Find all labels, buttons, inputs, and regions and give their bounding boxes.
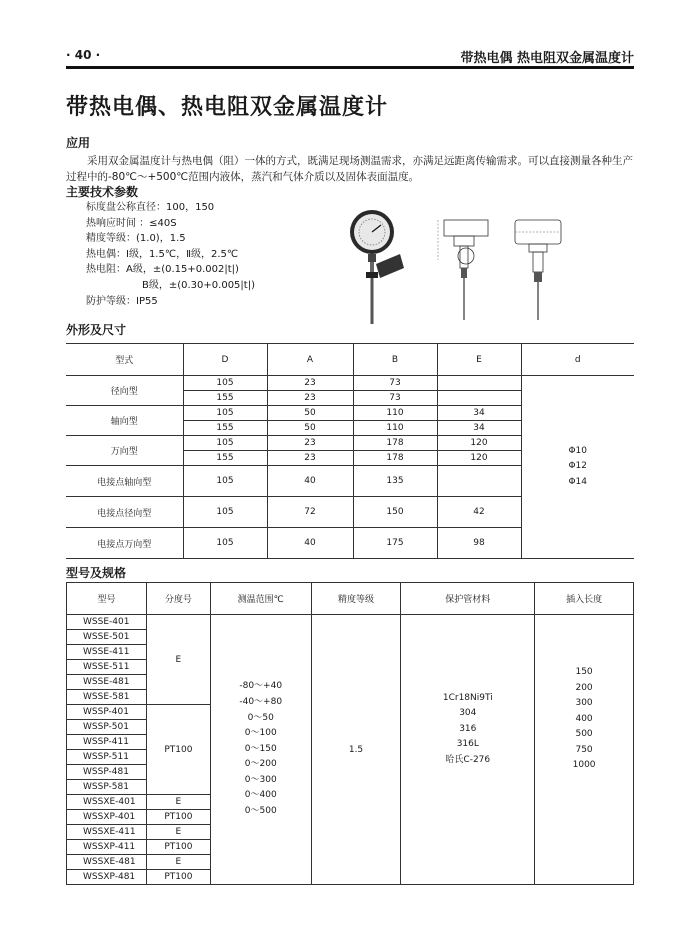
- division-cell: PT100: [146, 705, 210, 795]
- outline-drawing-front: [430, 214, 496, 322]
- length-value: 500: [575, 729, 593, 740]
- table-cell: 23: [267, 391, 353, 406]
- column-header: 分度号: [146, 583, 210, 615]
- column-header: 插入长度: [535, 583, 634, 615]
- accuracy-cell: 1.5: [311, 615, 401, 885]
- table-cell: 178: [353, 436, 437, 451]
- model-code: WSSP-511: [67, 750, 147, 765]
- header-section-title: 带热电偶 热电阻双金属温度计: [460, 51, 634, 66]
- division-cell: E: [146, 615, 210, 705]
- d-values-cell: [521, 376, 634, 559]
- table-header-row: [67, 583, 634, 615]
- table-cell: 120: [437, 436, 521, 451]
- spec-item: 热电阻：A级，±(0.15+0.002|t|): [86, 264, 239, 276]
- table-cell: 34: [437, 406, 521, 421]
- division-cell: PT100: [146, 870, 210, 885]
- table-cell: 110: [353, 421, 437, 436]
- spec-item: 标度盘公称直径：100，150: [86, 202, 215, 213]
- table-cell: 50: [267, 421, 353, 436]
- outline-drawing-side: [507, 214, 573, 322]
- table-cell: 23: [267, 376, 353, 391]
- table-cell: 105: [183, 497, 267, 528]
- specs-heading: 主要技术参数: [66, 185, 139, 199]
- spec-item: 热响应时间 ：≤40S: [86, 217, 177, 229]
- table-cell: 110: [353, 406, 437, 421]
- model-code: WSSP-401: [67, 705, 147, 720]
- page-number: · 40 ·: [66, 48, 101, 62]
- model-code: WSSP-581: [67, 780, 147, 795]
- length-value: 750: [575, 744, 593, 755]
- column-header: 保护管材料: [401, 583, 535, 615]
- length-value: 200: [575, 682, 593, 693]
- table-cell: 73: [353, 376, 437, 391]
- model-code: WSSP-501: [67, 720, 147, 735]
- column-header: B: [353, 344, 437, 376]
- model-code: WSSXP-481: [67, 870, 147, 885]
- length-value: 300: [575, 698, 593, 709]
- division-cell: E: [146, 825, 210, 840]
- table-cell: 23: [267, 451, 353, 466]
- table-cell: 50: [267, 406, 353, 421]
- model-code: WSSP-481: [67, 765, 147, 780]
- table-cell: 34: [437, 421, 521, 436]
- table-cell: 135: [353, 466, 437, 497]
- range-value: 0～500: [244, 806, 277, 817]
- model-code: WSSE-401: [67, 615, 147, 630]
- thermometer-photo: [340, 208, 410, 326]
- table-cell: 40: [267, 528, 353, 559]
- model-code: WSSXE-411: [67, 825, 147, 840]
- material-value: 1Cr18Ni9Ti: [442, 692, 493, 703]
- model-code: WSSE-511: [67, 660, 147, 675]
- model-code: WSSE-501: [67, 630, 147, 645]
- column-header: 精度等级: [311, 583, 401, 615]
- header-rule: [66, 66, 634, 69]
- specs-list: [86, 200, 255, 309]
- length-value: 1000: [572, 760, 596, 771]
- table-cell: 155: [183, 421, 267, 436]
- range-value: 0～400: [244, 790, 277, 801]
- material-value: 304: [459, 708, 477, 719]
- table-cell: [437, 391, 521, 406]
- table-cell: 105: [183, 406, 267, 421]
- table-cell: 42: [437, 497, 521, 528]
- range-value: -80～+40: [239, 681, 283, 692]
- range-cell: [210, 615, 311, 885]
- range-value: 0～200: [244, 759, 277, 770]
- length-cell: [535, 615, 634, 885]
- length-value: 150: [575, 666, 593, 677]
- table-cell: 150: [353, 497, 437, 528]
- application-text: 采用双金属温度计与热电偶（阻）一体的方式，既满足现场测温需求，亦满足远距离传输需求。可以直接测量各种生产过程中的-80℃～+500℃范围内液体，蒸汽和气体介质以及固体表面温度。: [66, 155, 633, 183]
- table-cell: 178: [353, 451, 437, 466]
- table-cell: 155: [183, 391, 267, 406]
- d-value: Φ10: [568, 445, 588, 456]
- spec-item: B级，±(0.30+0.005|t|): [142, 279, 255, 291]
- table-cell: [437, 466, 521, 497]
- dimensions-table: [66, 343, 634, 559]
- column-header: d: [521, 344, 634, 376]
- table-row: [66, 376, 634, 391]
- model-code: WSSE-581: [67, 690, 147, 705]
- table-cell: 105: [183, 466, 267, 497]
- spec-item: 热电偶：Ⅰ级，1.5℃，Ⅱ级，2.5℃: [86, 248, 239, 260]
- type-name: 径向型: [66, 376, 183, 406]
- range-value: -40～+80: [239, 696, 283, 707]
- model-code: WSSXE-401: [67, 795, 147, 810]
- table-header-row: [66, 344, 634, 376]
- type-name: 电接点万向型: [66, 528, 183, 559]
- d-value: Φ12: [568, 461, 588, 472]
- table-cell: [437, 376, 521, 391]
- division-cell: PT100: [146, 840, 210, 855]
- table-row: [67, 615, 634, 630]
- division-cell: E: [146, 855, 210, 870]
- table-cell: 175: [353, 528, 437, 559]
- model-code: WSSXP-411: [67, 840, 147, 855]
- table-cell: 105: [183, 528, 267, 559]
- d-value: Φ14: [568, 476, 588, 487]
- page-header: [66, 44, 634, 66]
- length-value: 400: [575, 713, 593, 724]
- table-cell: 23: [267, 436, 353, 451]
- range-value: 0～100: [244, 728, 277, 739]
- range-value: 0～150: [244, 743, 277, 754]
- column-header: 型号: [67, 583, 147, 615]
- range-value: 0～300: [244, 774, 277, 785]
- type-name: 电接点轴向型: [66, 466, 183, 497]
- column-header: D: [183, 344, 267, 376]
- models-heading: 型号及规格: [66, 566, 127, 580]
- column-header: E: [437, 344, 521, 376]
- division-cell: E: [146, 795, 210, 810]
- table-cell: 105: [183, 436, 267, 451]
- model-code: WSSXP-401: [67, 810, 147, 825]
- table-cell: 73: [353, 391, 437, 406]
- material-value: 316L: [456, 739, 479, 750]
- spec-item: 精度等级：(1.0)，1.5: [86, 233, 186, 245]
- table-cell: 105: [183, 376, 267, 391]
- model-code: WSSP-411: [67, 735, 147, 750]
- model-code: WSSE-481: [67, 675, 147, 690]
- model-code: WSSXE-481: [67, 855, 147, 870]
- type-name: 轴向型: [66, 406, 183, 436]
- column-header: A: [267, 344, 353, 376]
- material-value: 哈氏C-276: [445, 754, 491, 765]
- division-cell: PT100: [146, 810, 210, 825]
- type-name: 万向型: [66, 436, 183, 466]
- table-cell: 72: [267, 497, 353, 528]
- table-cell: 98: [437, 528, 521, 559]
- material-value: 316: [459, 723, 477, 734]
- model-code: WSSE-411: [67, 645, 147, 660]
- page-title: 带热电偶、热电阻双金属温度计: [66, 95, 389, 120]
- models-table: [66, 582, 634, 885]
- material-cell: [401, 615, 535, 885]
- type-name: 电接点径向型: [66, 497, 183, 528]
- range-value: 0～50: [247, 712, 274, 723]
- table-cell: 120: [437, 451, 521, 466]
- dimensions-heading: 外形及尺寸: [66, 323, 127, 337]
- spec-item: 防护等级：IP55: [86, 295, 158, 307]
- column-header: 测温范围℃: [210, 583, 311, 615]
- table-cell: 40: [267, 466, 353, 497]
- application-heading: 应用: [66, 136, 91, 150]
- column-header: 型式: [66, 344, 183, 376]
- table-cell: 155: [183, 451, 267, 466]
